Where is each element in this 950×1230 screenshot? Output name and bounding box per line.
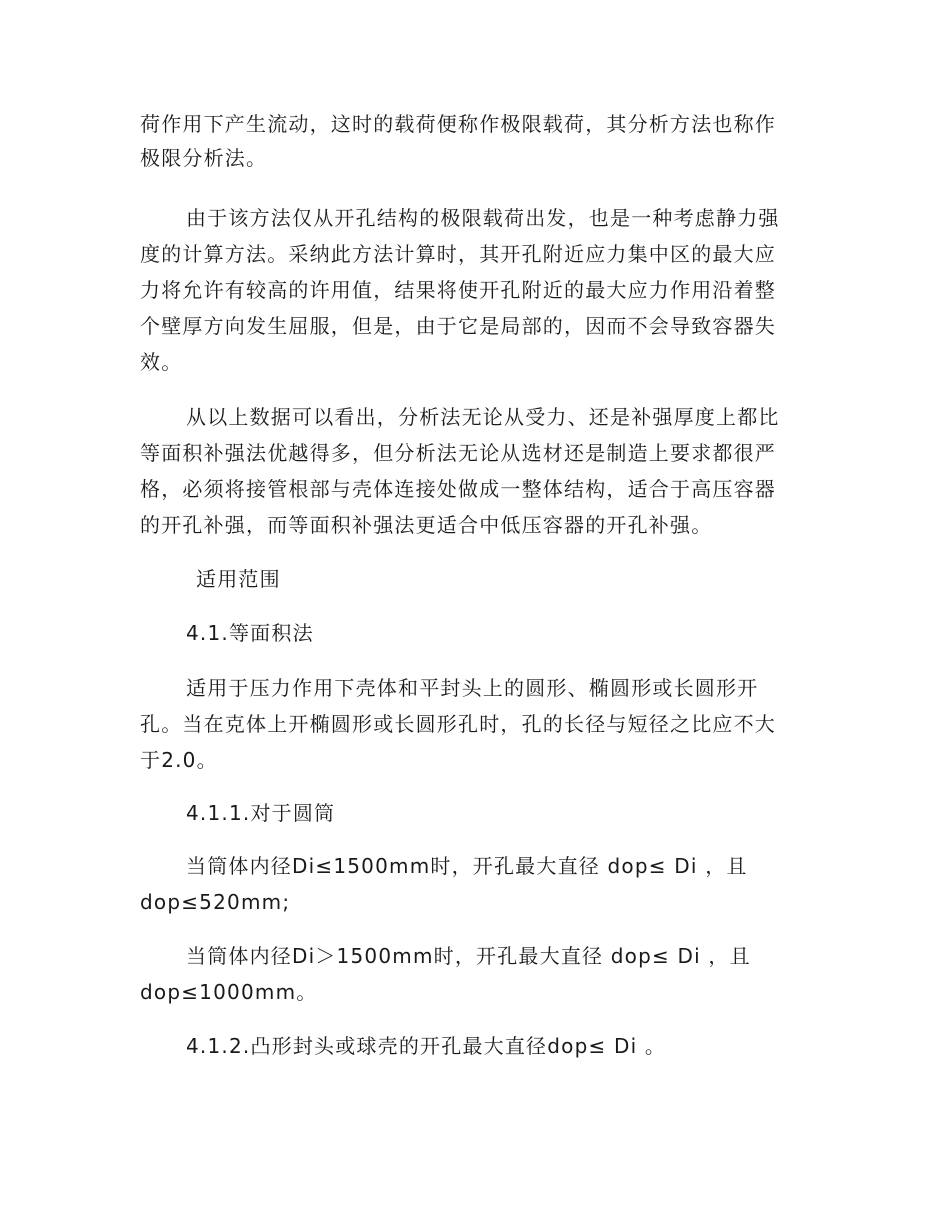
text-line: 格，必须将接管根部与壳体连接处做成一整体结构，适合于高压容器 — [140, 477, 776, 501]
subsection-heading: 4.1.1.对于圆筒 — [186, 801, 336, 825]
text-line: 荷作用下产生流动，这时的载荷便称作极限载荷，其分析方法也称作 — [140, 112, 776, 136]
paragraph-first-line: 从以上数据可以看出，分析法无论从受力、还是补强厚度上都比 — [186, 405, 780, 429]
text-line: 孔。当在克体上开椭圆形或长圆形孔时，孔的长径与短径之比应不大 — [140, 712, 776, 736]
text-line: 于2.0。 — [140, 748, 218, 772]
text-line: 极限分析法。 — [140, 146, 268, 170]
text-line: 度的计算方法。采纳此方法计算时，其开孔附近应力集中区的最大应 — [140, 242, 776, 266]
section-heading: 适用范围 — [196, 567, 281, 591]
paragraph-first-line: 适用于压力作用下壳体和平封头上的圆形、椭圆形或长圆形开 — [186, 676, 759, 700]
text-line: 力将允许有较高的许用值，结果将使开孔附近的最大应力作用沿着整 — [140, 278, 776, 302]
paragraph-first-line: 当筒体内径Di＞1500mm时，开孔最大直径 dop≤ Di ，且 — [186, 944, 751, 968]
text-line: dop≤520mm; — [140, 890, 291, 914]
paragraph-first-line: 由于该方法仅从开孔结构的极限载荷出发，也是一种考虑静力强 — [186, 206, 780, 230]
text-line: 等面积补强法优越得多，但分析法无论从选材还是制造上要求都很严 — [140, 441, 776, 465]
text-line: 效。 — [140, 350, 183, 374]
text-line: dop≤1000mm。 — [140, 980, 318, 1004]
text-line: 的开孔补强，而等面积补强法更适合中低压容器的开孔补强。 — [140, 513, 713, 537]
subsection-heading: 4.1.等面积法 — [186, 621, 314, 645]
text-line: 个壁厚方向发生屈服，但是，由于它是局部的，因而不会导致容器失 — [140, 314, 776, 338]
subsection-heading: 4.1.2.凸形封头或球壳的开孔最大直径dop≤ Di 。 — [186, 1034, 667, 1058]
paragraph-first-line: 当筒体内径Di≤1500mm时，开孔最大直径 dop≤ Di ，且 — [186, 854, 748, 878]
